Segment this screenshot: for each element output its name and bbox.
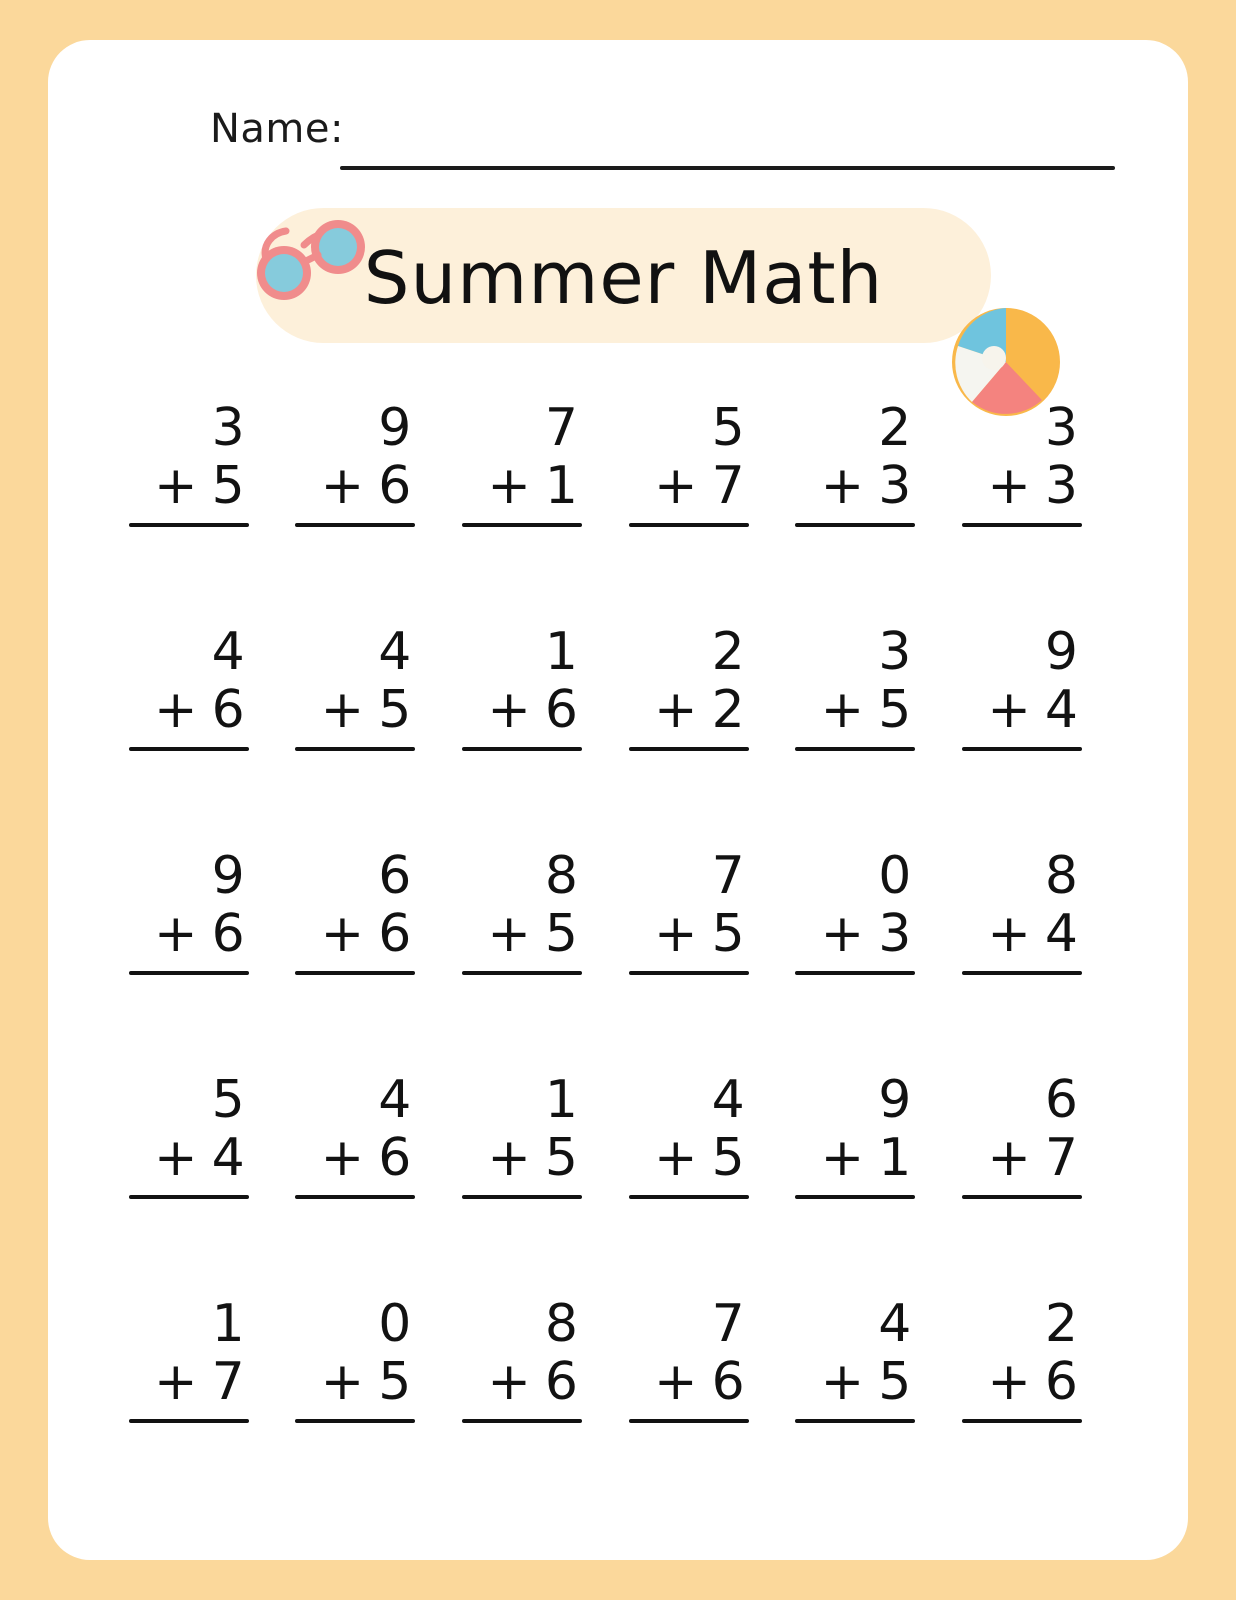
addend-top: 6 (1044, 1070, 1078, 1130)
addend-bottom-row (654, 681, 749, 739)
operator: + (987, 1352, 1031, 1413)
addend-top: 2 (711, 622, 745, 682)
addend-top: 9 (1044, 622, 1078, 682)
problem-item (285, 1057, 452, 1281)
operator: + (987, 456, 1031, 517)
addend-bottom: 6 (544, 1352, 578, 1413)
problem-item (451, 609, 618, 833)
addend-bottom-row (321, 1129, 416, 1187)
addend-top: 2 (1044, 1294, 1078, 1354)
addend-top: 9 (878, 1070, 912, 1130)
operator: + (320, 904, 365, 965)
answer-rule[interactable] (295, 1419, 415, 1423)
answer-rule[interactable] (629, 747, 749, 751)
answer-rule[interactable] (962, 971, 1082, 975)
answer-rule[interactable] (462, 523, 582, 527)
answer-rule[interactable] (795, 1195, 915, 1199)
addend-bottom-row (154, 1129, 249, 1187)
addend-bottom-row (321, 1353, 416, 1411)
addend-bottom-row (154, 1353, 249, 1411)
problem-item (285, 1281, 452, 1505)
operator: + (987, 1128, 1031, 1189)
addend-bottom-row (654, 457, 749, 515)
answer-rule[interactable] (129, 1419, 249, 1423)
addend-bottom-row (154, 457, 249, 515)
operator: + (987, 680, 1031, 741)
problem-item (951, 385, 1118, 609)
problem-item (785, 1057, 952, 1281)
answer-rule[interactable] (129, 523, 249, 527)
addend-bottom-row (654, 1129, 749, 1187)
addend-bottom: 6 (378, 1128, 412, 1189)
addend-top: 2 (878, 398, 912, 458)
addend-bottom: 6 (378, 904, 412, 965)
problem-item (451, 385, 618, 609)
addend-bottom: 5 (544, 904, 578, 965)
addend-bottom-row (487, 1129, 582, 1187)
addend-bottom: 1 (878, 1128, 912, 1189)
answer-rule[interactable] (462, 1419, 582, 1423)
addend-bottom: 6 (544, 680, 578, 741)
answer-rule[interactable] (629, 1195, 749, 1199)
problem-item (951, 1281, 1118, 1505)
addend-top: 3 (211, 398, 245, 458)
answer-rule[interactable] (962, 523, 1082, 527)
problem-item (451, 1057, 618, 1281)
addend-bottom: 4 (211, 1128, 245, 1189)
operator: + (153, 904, 198, 965)
operator: + (653, 904, 698, 965)
addend-top: 0 (878, 846, 912, 906)
addend-top: 1 (544, 1070, 578, 1130)
problem-item (618, 833, 785, 1057)
addend-bottom: 6 (211, 680, 245, 741)
addend-bottom-row (654, 905, 749, 963)
addend-bottom-row (987, 681, 1082, 739)
answer-rule[interactable] (129, 747, 249, 751)
addend-bottom: 5 (378, 680, 412, 741)
page-title: Summer Math (363, 235, 884, 320)
addend-bottom-row (321, 905, 416, 963)
addend-bottom: 3 (878, 456, 912, 517)
addend-bottom: 6 (378, 456, 412, 517)
addend-top: 0 (378, 1294, 412, 1354)
problem-item (785, 385, 952, 609)
addend-top: 4 (378, 622, 412, 682)
operator: + (153, 1128, 198, 1189)
addend-bottom-row (487, 1353, 582, 1411)
addend-bottom: 6 (211, 904, 245, 965)
problem-item (285, 833, 452, 1057)
problem-item (785, 609, 952, 833)
addend-top: 5 (211, 1070, 245, 1130)
answer-rule[interactable] (795, 1419, 915, 1423)
addend-top: 8 (544, 846, 578, 906)
problem-item (451, 833, 618, 1057)
addend-bottom-row (821, 905, 916, 963)
answer-rule[interactable] (962, 1419, 1082, 1423)
addend-bottom-row (487, 457, 582, 515)
addend-bottom-row (154, 905, 249, 963)
problem-item (951, 1057, 1118, 1281)
operator: + (487, 1352, 531, 1413)
addend-top: 8 (1044, 846, 1078, 906)
operator: + (320, 680, 365, 741)
addend-bottom-row (487, 681, 582, 739)
addend-top: 3 (878, 622, 912, 682)
problem-item (118, 609, 285, 833)
addend-bottom: 5 (544, 1128, 578, 1189)
problem-item (118, 833, 285, 1057)
operator: + (653, 456, 698, 517)
addend-bottom-row (654, 1353, 749, 1411)
operator: + (653, 680, 698, 741)
addend-bottom-row (821, 1353, 916, 1411)
addend-bottom-row (987, 905, 1082, 963)
name-field-row (160, 98, 1120, 188)
problem-item (285, 609, 452, 833)
problem-item (785, 1281, 952, 1505)
problem-item (951, 833, 1118, 1057)
addend-bottom: 4 (1044, 680, 1078, 741)
problem-item (118, 1057, 285, 1281)
addend-bottom: 4 (1044, 904, 1078, 965)
answer-rule[interactable] (795, 971, 915, 975)
addend-top: 8 (544, 1294, 578, 1354)
addend-top: 4 (711, 1070, 745, 1130)
answer-rule[interactable] (129, 971, 249, 975)
worksheet-page (48, 40, 1188, 1560)
problem-item (285, 385, 452, 609)
addend-top: 1 (211, 1294, 245, 1354)
addend-top: 7 (711, 1294, 745, 1354)
addend-bottom-row (987, 457, 1082, 515)
addend-top: 6 (378, 846, 412, 906)
problem-item (618, 1057, 785, 1281)
operator: + (820, 1128, 865, 1189)
answer-rule[interactable] (295, 747, 415, 751)
addend-top: 4 (878, 1294, 912, 1354)
addend-bottom: 5 (878, 1352, 912, 1413)
operator: + (153, 456, 198, 517)
answer-rule[interactable] (462, 1195, 582, 1199)
problem-item (951, 609, 1118, 833)
addend-bottom: 3 (878, 904, 912, 965)
answer-rule[interactable] (295, 971, 415, 975)
addend-bottom-row (487, 905, 582, 963)
addend-bottom-row (821, 681, 916, 739)
addend-bottom: 7 (1044, 1128, 1078, 1189)
answer-rule[interactable] (629, 971, 749, 975)
answer-rule[interactable] (462, 971, 582, 975)
addend-bottom: 5 (378, 1352, 412, 1413)
addend-bottom-row (821, 457, 916, 515)
operator: + (653, 1128, 698, 1189)
addend-bottom: 6 (711, 1352, 745, 1413)
answer-rule[interactable] (795, 523, 915, 527)
operator: + (653, 1352, 698, 1413)
addend-bottom-row (987, 1353, 1082, 1411)
addend-bottom: 5 (878, 680, 912, 741)
problem-item (451, 1281, 618, 1505)
addend-bottom-row (321, 681, 416, 739)
operator: + (320, 456, 365, 517)
addend-top: 4 (378, 1070, 412, 1130)
problem-item (118, 385, 285, 609)
addend-bottom: 7 (711, 456, 745, 517)
addend-top: 1 (544, 622, 578, 682)
operator: + (487, 680, 531, 741)
answer-rule[interactable] (129, 1195, 249, 1199)
answer-rule[interactable] (962, 1195, 1082, 1199)
addend-top: 7 (544, 398, 578, 458)
addend-bottom: 5 (711, 1128, 745, 1189)
operator: + (320, 1128, 365, 1189)
addend-top: 5 (711, 398, 745, 458)
addend-bottom-row (987, 1129, 1082, 1187)
answer-rule[interactable] (295, 1195, 415, 1199)
name-label: Name: (210, 106, 344, 152)
operator: + (820, 456, 865, 517)
addend-bottom: 5 (711, 904, 745, 965)
operator: + (987, 904, 1031, 965)
problem-item (618, 609, 785, 833)
answer-rule[interactable] (962, 747, 1082, 751)
addend-bottom: 6 (1044, 1352, 1078, 1413)
addend-top: 3 (1044, 398, 1078, 458)
addend-top: 9 (378, 398, 412, 458)
addend-bottom: 2 (711, 680, 745, 741)
addend-top: 9 (211, 846, 245, 906)
problem-item (785, 833, 952, 1057)
operator: + (820, 1352, 865, 1413)
problem-item (618, 385, 785, 609)
problems-grid (118, 385, 1118, 1505)
addend-bottom-row (154, 681, 249, 739)
answer-rule[interactable] (295, 523, 415, 527)
operator: + (153, 680, 198, 741)
operator: + (487, 456, 531, 517)
addend-top: 7 (711, 846, 745, 906)
problem-item (118, 1281, 285, 1505)
addend-top: 4 (211, 622, 245, 682)
operator: + (153, 1352, 198, 1413)
answer-rule[interactable] (795, 747, 915, 751)
problem-item (618, 1281, 785, 1505)
answer-rule[interactable] (629, 523, 749, 527)
answer-rule[interactable] (629, 1419, 749, 1423)
operator: + (487, 904, 531, 965)
operator: + (487, 1128, 531, 1189)
addend-bottom-row (821, 1129, 916, 1187)
addend-bottom: 1 (544, 456, 578, 517)
addend-bottom: 5 (211, 456, 245, 517)
operator: + (820, 680, 865, 741)
answer-rule[interactable] (462, 747, 582, 751)
addend-bottom: 3 (1044, 456, 1078, 517)
operator: + (820, 904, 865, 965)
addend-bottom: 7 (211, 1352, 245, 1413)
operator: + (320, 1352, 365, 1413)
name-write-line[interactable] (340, 166, 1115, 170)
addend-bottom-row (321, 457, 416, 515)
